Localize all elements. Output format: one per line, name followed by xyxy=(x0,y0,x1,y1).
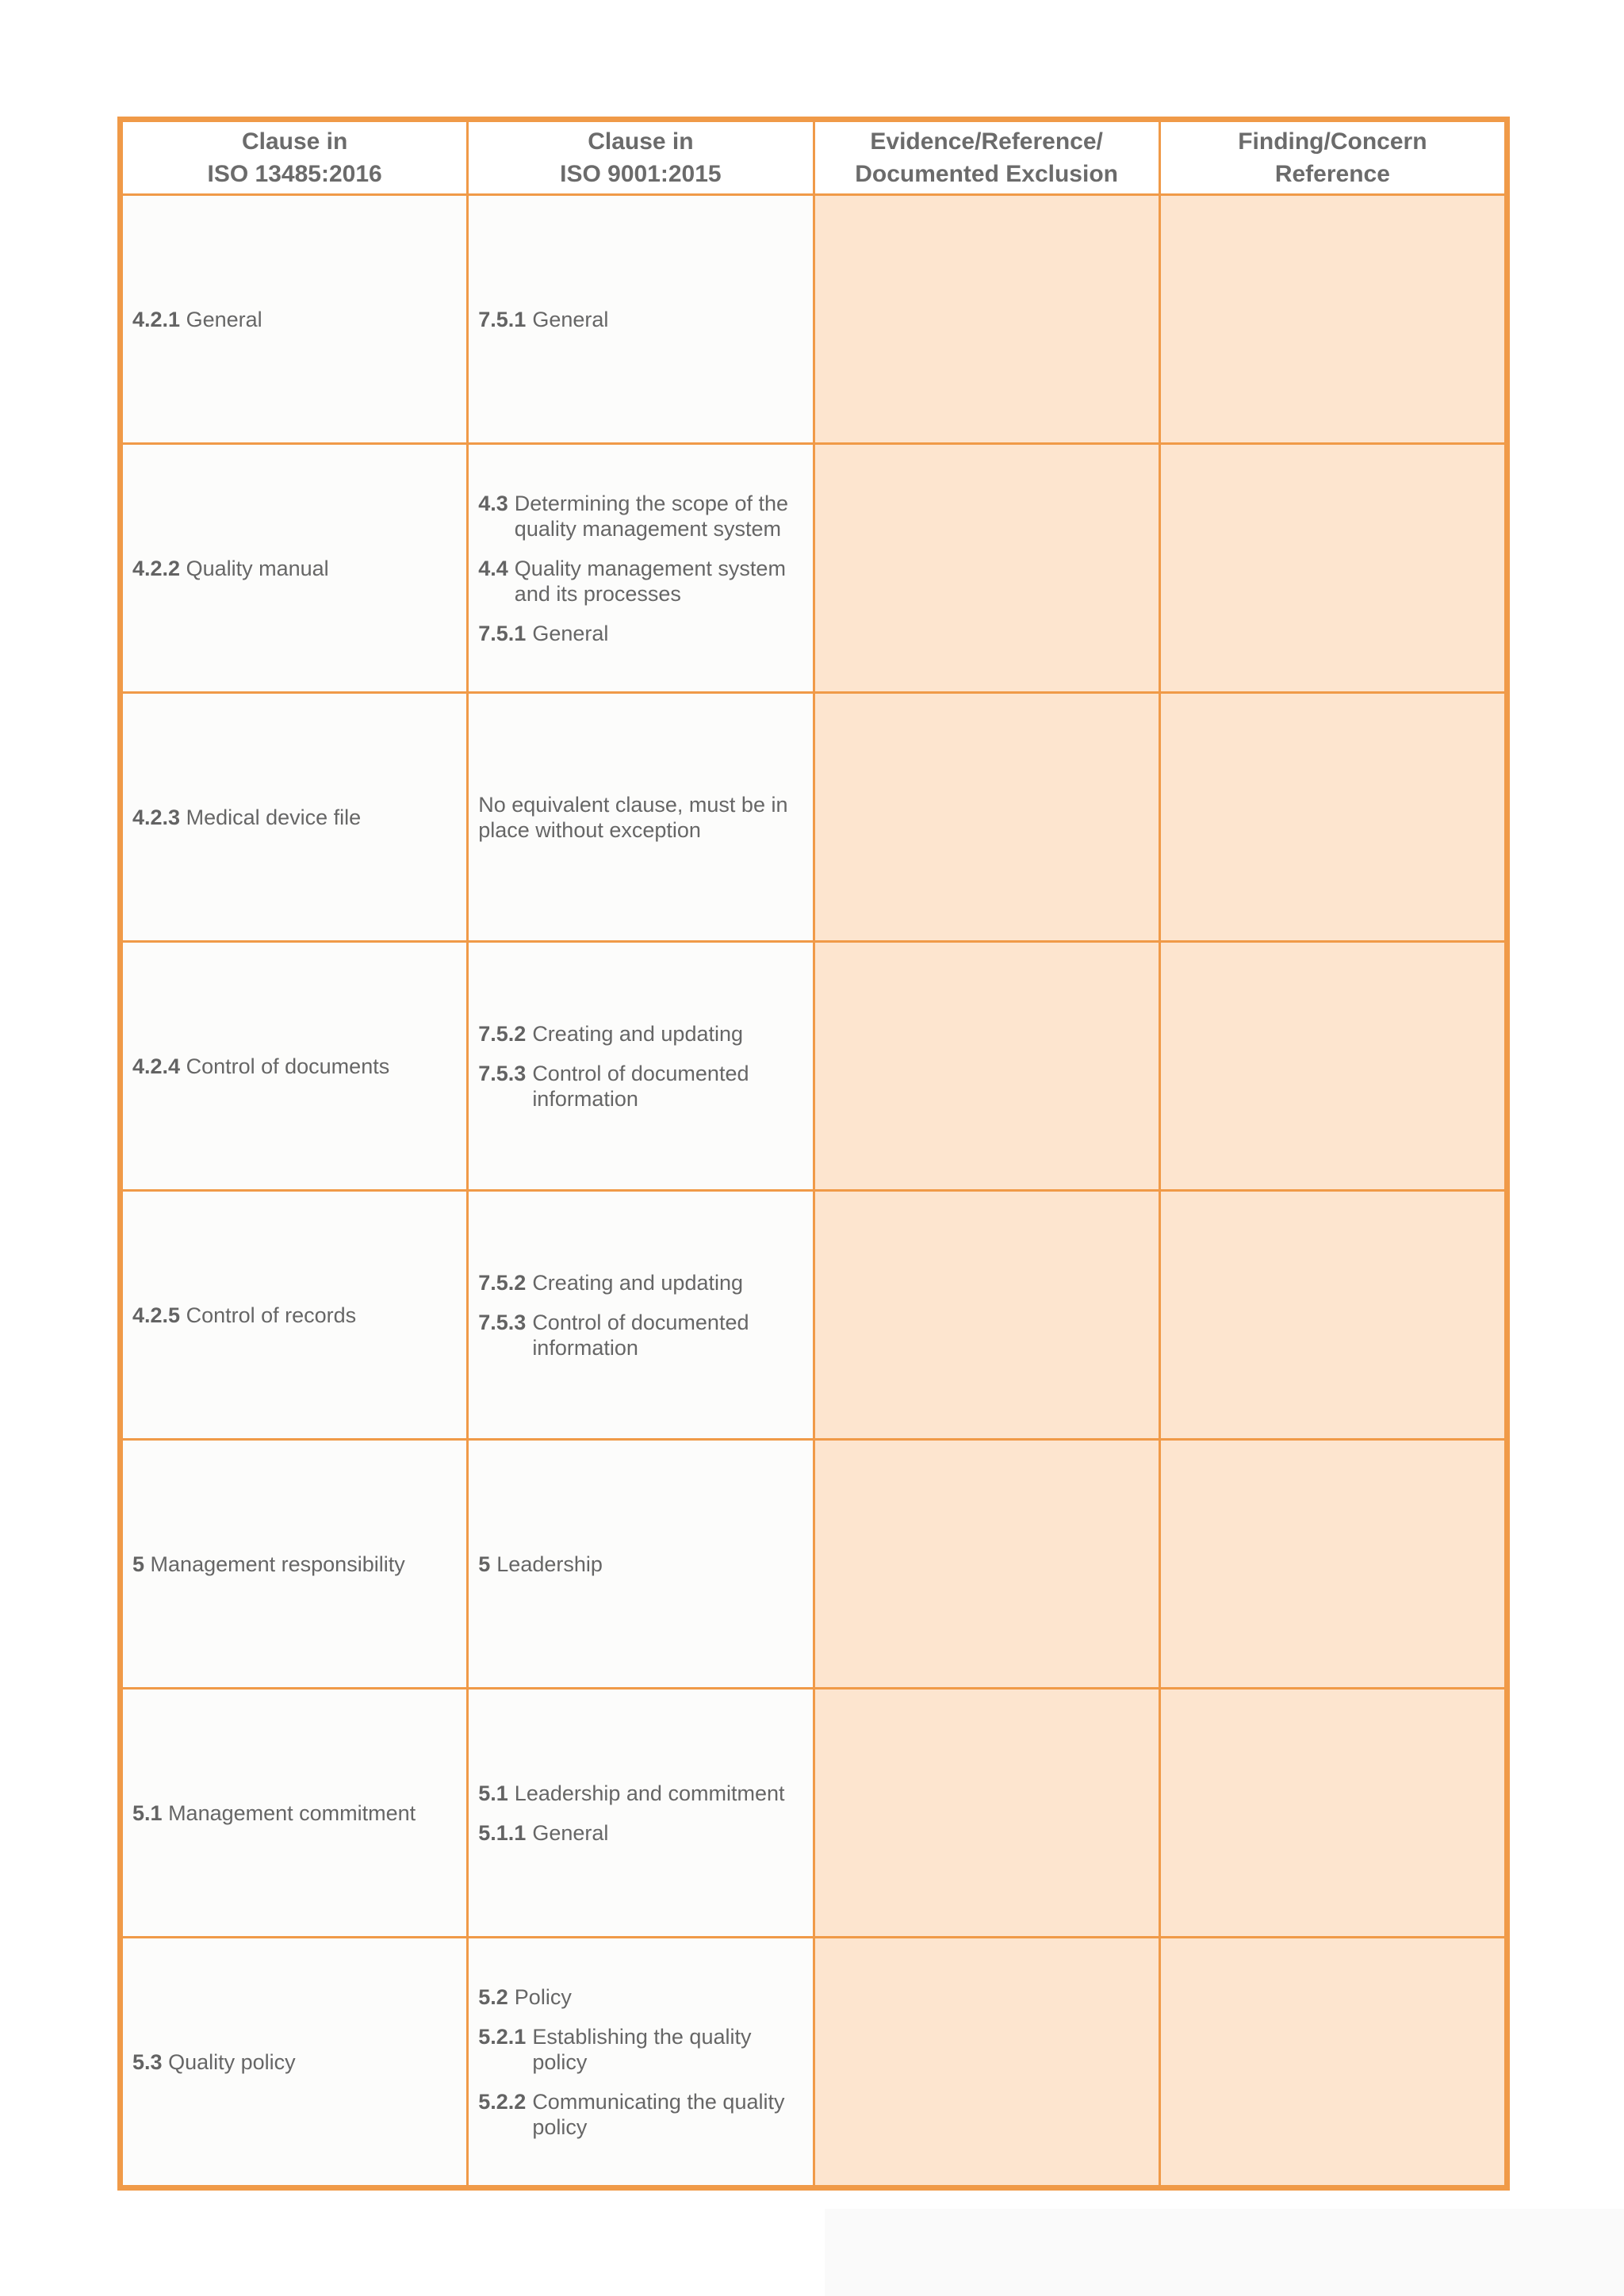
header-iso9001 xyxy=(468,121,814,195)
clause-number: 7.5.2 xyxy=(478,1021,527,1046)
clause-number: 4.4 xyxy=(478,556,508,580)
clause-title: Quality policy xyxy=(168,2049,296,2074)
cell-finding[interactable] xyxy=(1159,942,1505,1191)
clause-entry xyxy=(478,1021,802,1047)
table-row xyxy=(122,1938,1506,2187)
table-body xyxy=(122,195,1506,2187)
clause-entry xyxy=(478,621,802,646)
table-row xyxy=(122,444,1506,693)
clause-title: Determining the scope of the quality management system xyxy=(514,491,788,541)
cell-iso9001-clauses xyxy=(468,1191,814,1440)
header-line: Finding/Concern xyxy=(1238,128,1427,155)
clause-number: 5.2.1 xyxy=(478,2024,527,2049)
cell-iso9001-clauses xyxy=(468,1938,814,2187)
clause-entry xyxy=(132,1054,389,1078)
clause-number: 5.1.1 xyxy=(478,1820,527,1845)
table-header xyxy=(122,121,1506,195)
clause-entry xyxy=(132,1303,356,1327)
header-finding xyxy=(1159,121,1505,195)
table-row xyxy=(122,1689,1506,1938)
cell-iso13485-clause xyxy=(122,1938,468,2187)
cell-finding[interactable] xyxy=(1159,693,1505,942)
clause-number: 4.2.1 xyxy=(132,307,181,331)
cell-iso9001-clauses xyxy=(468,444,814,693)
header-line: Clause in xyxy=(241,128,348,155)
clause-entry xyxy=(478,556,802,607)
clause-entry xyxy=(132,806,361,829)
cell-evidence[interactable] xyxy=(814,195,1159,444)
cell-iso13485-clause xyxy=(122,195,468,444)
cell-iso13485-clause xyxy=(122,1191,468,1440)
no-equivalent-note: No equivalent clause, must be in place without exception xyxy=(478,792,788,842)
header-iso13485 xyxy=(122,121,468,195)
clause-title: Creating and updating xyxy=(532,1270,744,1295)
cell-iso9001-clauses xyxy=(468,195,814,444)
clause-title: Policy xyxy=(514,1984,572,2009)
clause-number: 5.1 xyxy=(478,1781,508,1805)
header-row xyxy=(122,121,1506,195)
header-line: Clause in xyxy=(588,128,694,155)
table-row xyxy=(122,1191,1506,1440)
cell-iso9001-clauses xyxy=(468,1440,814,1689)
table-row xyxy=(122,693,1506,942)
cell-evidence[interactable] xyxy=(814,1689,1159,1938)
cell-iso13485-clause xyxy=(122,1440,468,1689)
clause-entry xyxy=(478,1310,802,1360)
clause-number: 4.3 xyxy=(478,491,508,515)
clause-number: 5.3 xyxy=(132,2049,163,2074)
clause-number: 5 xyxy=(478,1552,491,1576)
header-evidence xyxy=(814,121,1159,195)
header-line: Documented Exclusion xyxy=(855,161,1118,187)
clause-entry xyxy=(478,307,802,332)
header-line: ISO 13485:2016 xyxy=(207,161,382,187)
clause-number: 7.5.1 xyxy=(478,621,527,645)
cell-finding[interactable] xyxy=(1159,1440,1505,1689)
clause-number: 7.5.2 xyxy=(478,1270,527,1295)
cell-iso13485-clause xyxy=(122,444,468,693)
clause-title: Quality manual xyxy=(186,556,329,580)
table-row xyxy=(122,1440,1506,1689)
clause-title: General xyxy=(186,307,262,331)
cell-evidence[interactable] xyxy=(814,693,1159,942)
clause-number: 5.1 xyxy=(132,1800,163,1825)
table-row xyxy=(122,942,1506,1191)
audit-checklist-table-wrapper xyxy=(117,117,1510,2191)
clause-entry xyxy=(478,1820,802,1846)
cell-finding[interactable] xyxy=(1159,1689,1505,1938)
cell-evidence[interactable] xyxy=(814,942,1159,1191)
header-line: Evidence/Reference/ xyxy=(870,128,1103,155)
clause-title: General xyxy=(532,307,609,331)
clause-title: Communicating the quality policy xyxy=(532,2089,785,2139)
clause-title: Management commitment xyxy=(168,1800,416,1825)
clause-number: 7.5.3 xyxy=(478,1061,527,1085)
clause-entry xyxy=(478,2024,802,2075)
cell-evidence[interactable] xyxy=(814,1938,1159,2187)
clause-title: Control of records xyxy=(186,1303,357,1327)
clause-number: 5.2 xyxy=(478,1984,508,2009)
clause-title: General xyxy=(532,621,609,645)
cell-evidence[interactable] xyxy=(814,1191,1159,1440)
cell-iso9001-clauses xyxy=(468,942,814,1191)
clause-entry xyxy=(132,2050,296,2074)
page-corner-shade xyxy=(825,2209,1624,2296)
clause-number: 5 xyxy=(132,1552,145,1576)
clause-entry xyxy=(132,557,329,580)
clause-title: Quality management system and its processes xyxy=(514,556,786,606)
clause-entry xyxy=(478,1270,802,1295)
clause-number: 5.2.2 xyxy=(478,2089,527,2114)
clause-title: Leadership and commitment xyxy=(514,1781,785,1805)
clause-title: Control of documented information xyxy=(532,1061,749,1111)
clause-title: Medical device file xyxy=(186,805,362,829)
clause-entry xyxy=(478,1061,802,1112)
clause-number: 7.5.1 xyxy=(478,307,527,331)
clause-number: 4.2.3 xyxy=(132,805,181,829)
clause-title: Creating and updating xyxy=(532,1021,744,1046)
cell-iso13485-clause xyxy=(122,693,468,942)
clause-title: Establishing the quality policy xyxy=(532,2024,752,2074)
clause-title: General xyxy=(532,1820,609,1845)
cell-iso13485-clause xyxy=(122,942,468,1191)
clause-title: Leadership xyxy=(496,1552,603,1576)
cell-finding[interactable] xyxy=(1159,1191,1505,1440)
cell-iso9001-clauses xyxy=(468,693,814,942)
clause-mapping-table xyxy=(121,120,1507,2187)
clause-title: Control of documented information xyxy=(532,1310,749,1360)
header-line: Reference xyxy=(1274,161,1390,187)
clause-title: Control of documents xyxy=(186,1054,390,1078)
clause-number: 4.2.2 xyxy=(132,556,181,580)
clause-entry xyxy=(478,491,802,541)
clause-title: Management responsibility xyxy=(150,1552,405,1576)
clause-entry xyxy=(132,1801,416,1825)
cell-iso9001-clauses xyxy=(468,1689,814,1938)
cell-evidence[interactable] xyxy=(814,444,1159,693)
header-line: ISO 9001:2015 xyxy=(560,161,722,187)
cell-finding[interactable] xyxy=(1159,1938,1505,2187)
clause-entry xyxy=(478,1984,802,2010)
clause-number: 7.5.3 xyxy=(478,1310,527,1334)
cell-finding[interactable] xyxy=(1159,195,1505,444)
clause-entry xyxy=(478,1552,802,1577)
clause-number: 4.2.4 xyxy=(132,1054,181,1078)
cell-finding[interactable] xyxy=(1159,444,1505,693)
clause-entry xyxy=(478,2089,802,2140)
clause-number: 4.2.5 xyxy=(132,1303,181,1327)
table-row xyxy=(122,195,1506,444)
clause-entry xyxy=(132,1552,405,1576)
clause-entry xyxy=(478,1781,802,1806)
cell-evidence[interactable] xyxy=(814,1440,1159,1689)
cell-iso13485-clause xyxy=(122,1689,468,1938)
clause-entry xyxy=(132,308,262,331)
